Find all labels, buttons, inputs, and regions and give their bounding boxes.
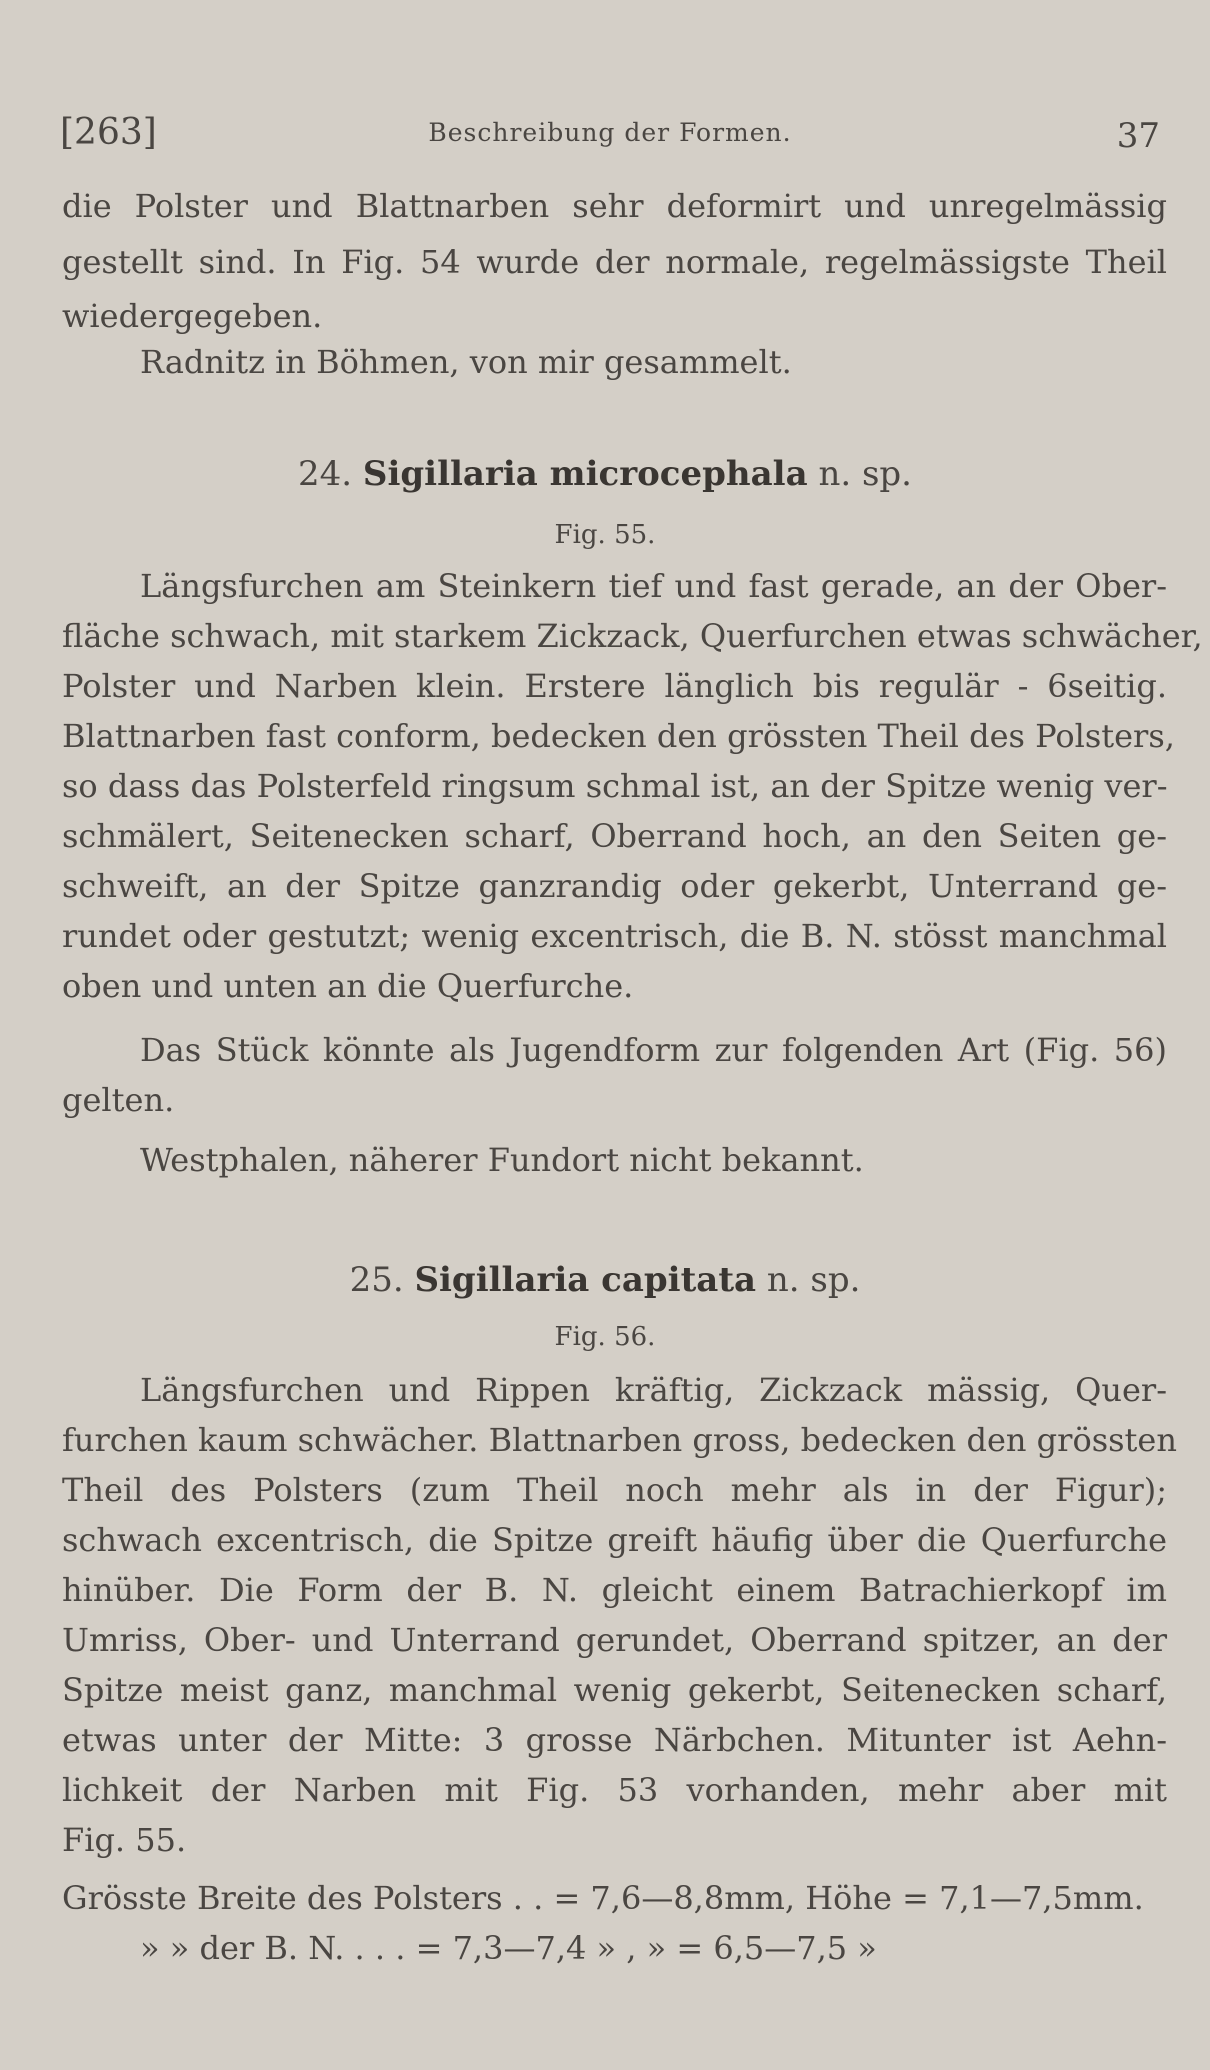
text-line: rundet oder gestutzt; wenig excentrisch, die B. N. stösst manchmal <box>62 917 1167 955</box>
text-line: schwach excentrisch, die Spitze greift häufig über die Querfurche <box>62 1521 1167 1559</box>
text-line: hinüber. Die Form der B. N. gleicht einem Batrachierkopf im <box>62 1571 1167 1609</box>
species-name: Sigillaria capitata <box>414 1260 757 1300</box>
species-heading <box>0 452 1210 496</box>
text-line: etwas unter der Mitte: 3 grosse Närbchen. Mitunter ist Aehn- <box>62 1721 1167 1759</box>
text-line: fläche schwach, mit starkem Zickzack, Querfurchen etwas schwächer, <box>62 617 1203 655</box>
text-line: Polster und Narben klein. Erstere länglich bis regulär - 6seitig. <box>62 667 1167 705</box>
text-line: die Polster und Blattnarben sehr deformirt und unregelmässig <box>62 187 1167 225</box>
text-line: wiedergegeben. <box>62 297 323 335</box>
figure-reference: Fig. 56. <box>554 1322 656 1352</box>
text-line: oben und unten an die Querfurche. <box>62 967 634 1005</box>
text-line: Das Stück könnte als Jugendform zur folgenden Art (Fig. 56) <box>140 1031 1167 1069</box>
text-line: lichkeit der Narben mit Fig. 53 vorhanden, mehr aber mit <box>62 1771 1167 1809</box>
species-number: 25. <box>349 1260 404 1300</box>
locality-line: Westphalen, näherer Fundort nicht bekannt. <box>140 1141 864 1179</box>
page-number: 37 <box>1116 116 1160 156</box>
text-line: Längsfurchen und Rippen kräftig, Zickzack mässig, Quer- <box>140 1371 1167 1409</box>
species-suffix: n. sp. <box>766 1260 861 1300</box>
text-line: so dass das Polsterfeld ringsum schmal ist, an der Spitze wenig ver- <box>62 767 1168 805</box>
text-line: Theil des Polsters (zum Theil noch mehr als in der Figur); <box>62 1471 1167 1509</box>
measurement-line: Grösste Breite des Polsters . . = 7,6—8,8mm, Höhe = 7,1—7,5mm. <box>62 1879 1144 1917</box>
text-line: Blattnarben fast conform, bedecken den grössten Theil des Polsters, <box>62 717 1175 755</box>
text-line: Spitze meist ganz, manchmal wenig gekerbt, Seitenecken scharf, <box>62 1671 1167 1709</box>
text-line: furchen kaum schwächer. Blattnarben gross, bedecken den grössten <box>62 1421 1177 1459</box>
text-line: Umriss, Ober- und Unterrand gerundet, Oberrand spitzer, an der <box>62 1621 1167 1659</box>
running-title: Beschreibung der Formen. <box>428 118 792 147</box>
running-header <box>60 112 1160 162</box>
page-reference: [263] <box>60 112 157 153</box>
text-line: schweift, an der Spitze ganzrandig oder gekerbt, Unterrand ge- <box>62 867 1167 905</box>
measurement-line: » » der B. N. . . . = 7,3—7,4 » , » = 6,5—7,5 » <box>140 1929 877 1967</box>
text-line: gelten. <box>62 1081 175 1119</box>
text-line: gestellt sind. In Fig. 54 wurde der normale, regelmässigste Theil <box>62 243 1167 281</box>
locality-line: Radnitz in Böhmen, von mir gesammelt. <box>140 343 792 381</box>
figure-reference: Fig. 55. <box>554 520 656 550</box>
species-suffix: n. sp. <box>818 454 912 494</box>
species-number: 24. <box>298 454 353 494</box>
text-line: Längsfurchen am Steinkern tief und fast gerade, an der Ober- <box>140 567 1167 605</box>
text-line: Fig. 55. <box>62 1821 187 1859</box>
species-heading <box>0 1258 1210 1302</box>
species-name: Sigillaria microcephala <box>362 454 808 494</box>
text-line: schmälert, Seitenecken scharf, Oberrand hoch, an den Seiten ge- <box>62 817 1167 855</box>
